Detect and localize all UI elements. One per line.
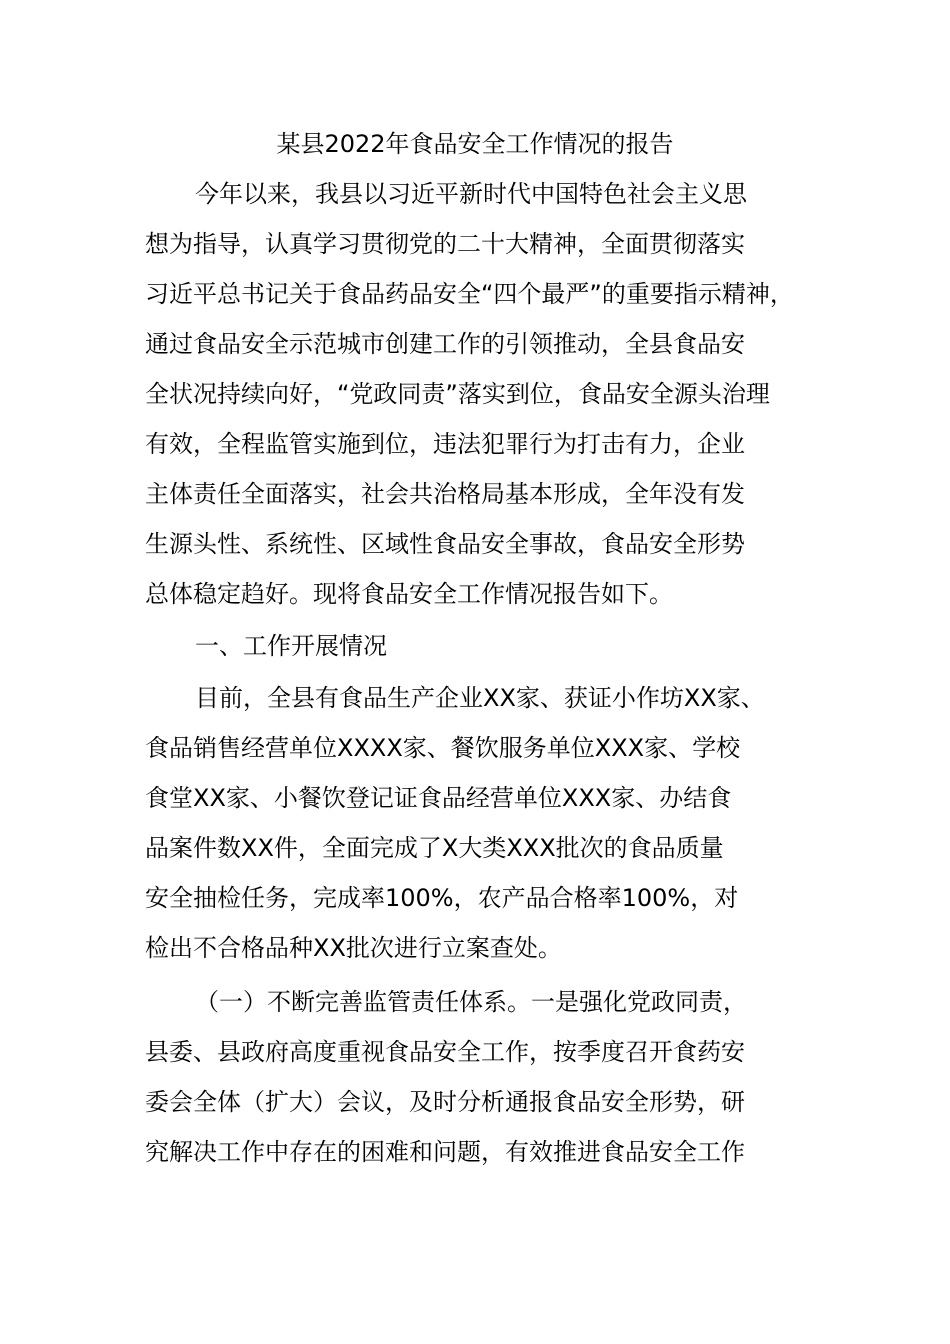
text-line: 通过食品安全示范城市创建工作的引领推动，全县食品安 xyxy=(145,330,745,358)
text-line: 食堂XX家、小餐饮登记证食品经营单位XXX家、办结食 xyxy=(145,784,732,812)
text-line: 安全抽检任务，完成率100%，农产品合格率100%，对 xyxy=(145,884,739,912)
text-line: 总体稳定趋好。现将食品安全工作情况报告如下。 xyxy=(145,580,673,608)
text-line: 有效，全程监管实施到位，违法犯罪行为打击有力，企业 xyxy=(145,430,745,458)
text-line: 今年以来，我县以习近平新时代中国特色社会主义思 xyxy=(195,180,747,208)
text-line: 主体责任全面落实，社会共治格局基本形成，全年没有发 xyxy=(145,480,745,508)
text-line: 习近平总书记关于食品药品安全“四个最严”的重要指示精神， xyxy=(145,280,794,308)
text-line: 品案件数XX件，全面完成了X大类XXX批次的食品质量 xyxy=(145,834,724,862)
text-line: （一）不断完善监管责任体系。一是强化党政同责， xyxy=(195,988,747,1016)
section-heading: 一、工作开展情况 xyxy=(195,632,387,660)
text-line: 究解决工作中存在的困难和问题，有效推进食品安全工作 xyxy=(145,1138,745,1166)
text-line: 目前，全县有食品生产企业XX家、获证小作坊XX家、 xyxy=(195,684,765,712)
text-line: 委会全体（扩大）会议，及时分析通报食品安全形势，研 xyxy=(145,1088,745,1116)
text-line: 检出不合格品种XX批次进行立案查处。 xyxy=(145,934,562,962)
text-line: 全状况持续向好，“党政同责”落实到位，食品安全源头治理 xyxy=(145,380,770,408)
text-line: 生源头性、系统性、区域性食品安全事故，食品安全形势 xyxy=(145,530,745,558)
text-line: 想为指导，认真学习贯彻党的二十大精神，全面贯彻落实 xyxy=(145,230,745,258)
text-line: 县委、县政府高度重视食品安全工作，按季度召开食药安 xyxy=(145,1038,745,1066)
text-line: 食品销售经营单位XXXX家、餐饮服务单位XXX家、学校 xyxy=(145,734,741,762)
document-title: 某县2022年食品安全工作情况的报告 xyxy=(276,130,674,158)
